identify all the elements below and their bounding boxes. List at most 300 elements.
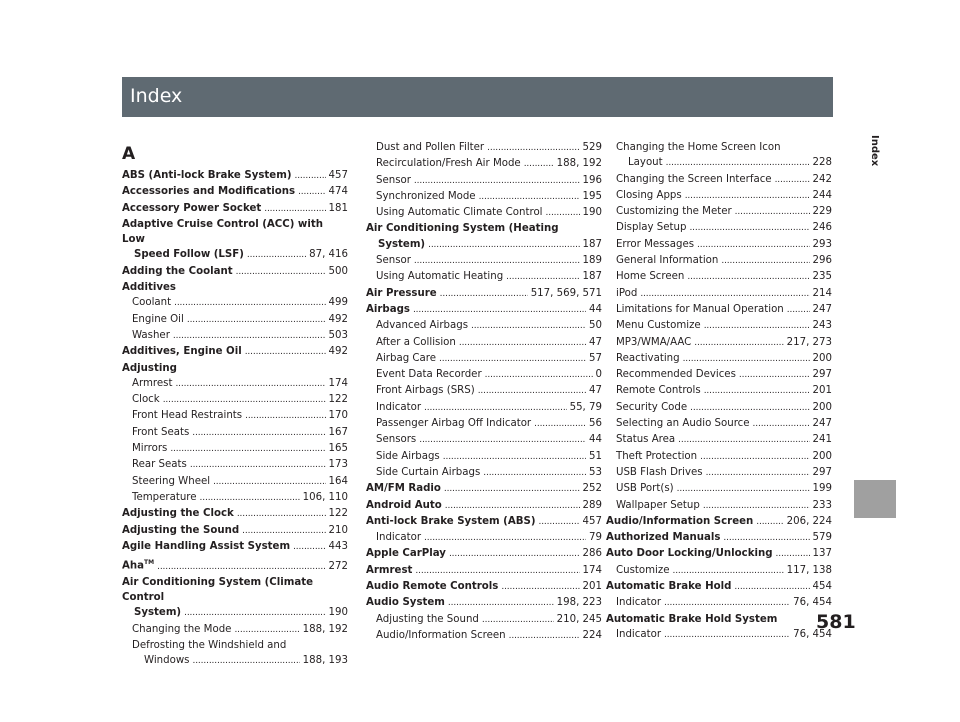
index-entry[interactable] xyxy=(606,253,832,269)
page-reference[interactable]: 214 xyxy=(812,287,832,299)
page-reference[interactable]: 187 xyxy=(582,238,602,250)
page-reference[interactable]: 201 xyxy=(812,385,832,397)
page-reference[interactable]: 243 xyxy=(812,320,832,332)
page-reference[interactable]: 517, 569, 571 xyxy=(530,287,602,299)
page-reference[interactable]: 457 xyxy=(328,170,348,181)
page-reference[interactable]: 189 xyxy=(582,255,602,267)
entry-term-text: Adjusting the Sound xyxy=(122,524,240,536)
entry-term-text: Android Auto xyxy=(366,499,442,511)
dot-leader xyxy=(664,627,790,643)
entry-term xyxy=(376,465,480,480)
index-entry[interactable] xyxy=(606,302,832,318)
entry-term xyxy=(606,530,720,545)
index-entry[interactable] xyxy=(606,188,832,204)
entry-term-text: Passenger Airbag Off Indicator xyxy=(376,418,532,430)
index-entry[interactable] xyxy=(606,351,832,367)
page-reference[interactable]: 499 xyxy=(328,297,348,309)
page-reference[interactable]: 164 xyxy=(328,475,348,487)
page-reference[interactable]: 106, 110 xyxy=(302,491,348,503)
dot-leader xyxy=(236,264,326,280)
index-entry[interactable] xyxy=(122,344,348,360)
dot-leader xyxy=(697,237,810,253)
dot-leader xyxy=(247,247,306,263)
index-heading[interactable] xyxy=(366,221,602,236)
entry-term-text: Accessories and Modifications xyxy=(122,186,296,198)
index-heading[interactable] xyxy=(122,638,348,653)
index-entry[interactable] xyxy=(366,302,602,318)
page-reference[interactable]: 242 xyxy=(812,173,832,185)
page-reference[interactable]: 297 xyxy=(812,466,832,478)
dot-leader xyxy=(640,286,809,302)
page-reference[interactable]: 492 xyxy=(328,313,348,325)
entry-term-text: Temperature xyxy=(132,491,197,503)
entry-term xyxy=(122,184,295,199)
entry-term-text: Coolant xyxy=(132,297,172,309)
page-reference[interactable]: 198, 223 xyxy=(556,597,602,609)
index-entry[interactable] xyxy=(606,286,832,302)
index-entry[interactable] xyxy=(122,506,348,522)
entry-term xyxy=(616,416,750,431)
entry-term-text: Airbags xyxy=(366,303,410,315)
entry-term xyxy=(122,506,234,521)
entry-term-text: Layout xyxy=(628,157,663,169)
page-reference[interactable]: 196 xyxy=(582,174,602,186)
entry-term-text: Indicator xyxy=(376,532,422,544)
index-entry[interactable] xyxy=(366,563,602,579)
entry-term xyxy=(132,425,189,440)
index-heading[interactable] xyxy=(606,140,832,155)
index-entry[interactable] xyxy=(366,595,602,611)
page-reference[interactable]: 190 xyxy=(582,207,602,219)
entry-term-text: Automatic Brake Hold xyxy=(606,581,732,593)
entry-term xyxy=(606,514,753,529)
entry-term xyxy=(376,383,475,398)
index-entry[interactable] xyxy=(366,530,602,546)
index-entry[interactable] xyxy=(122,168,348,184)
page-reference[interactable]: 201 xyxy=(582,581,602,593)
dot-leader xyxy=(439,351,586,367)
dot-leader xyxy=(445,498,580,514)
entry-term xyxy=(366,514,535,529)
entry-term xyxy=(616,286,637,301)
index-entry[interactable] xyxy=(366,335,602,351)
entry-term-text: Engine Oil xyxy=(132,313,184,325)
dot-leader xyxy=(234,622,299,638)
dot-leader xyxy=(666,155,810,171)
entry-term xyxy=(376,335,456,350)
index-entry[interactable] xyxy=(122,457,348,473)
index-entry[interactable] xyxy=(606,514,832,530)
index-entry[interactable] xyxy=(366,140,602,156)
page-reference[interactable]: 50 xyxy=(589,320,602,332)
dot-leader xyxy=(174,295,325,311)
dot-leader xyxy=(739,367,810,383)
index-entry[interactable] xyxy=(606,220,832,236)
index-entry[interactable] xyxy=(366,481,602,497)
index-heading[interactable] xyxy=(122,361,348,376)
page-reference[interactable]: 188, 192 xyxy=(556,158,602,170)
entry-term-text: Armrest xyxy=(366,564,413,576)
entry-term xyxy=(132,441,167,456)
index-entry[interactable] xyxy=(366,156,602,172)
entry-term xyxy=(616,351,680,366)
index-entry[interactable] xyxy=(366,367,602,383)
page-reference[interactable]: 44 xyxy=(589,434,602,446)
dot-leader xyxy=(237,506,326,522)
dot-leader xyxy=(298,184,325,200)
page-reference[interactable]: 51 xyxy=(589,450,602,462)
page-reference[interactable]: 44 xyxy=(589,303,602,315)
page-reference[interactable]: 47 xyxy=(589,385,602,397)
dot-leader xyxy=(175,376,325,392)
index-entry[interactable] xyxy=(122,425,348,441)
entry-term xyxy=(132,622,231,637)
page-reference[interactable]: 296 xyxy=(812,255,832,267)
page-reference[interactable]: 579 xyxy=(812,532,832,544)
index-entry[interactable] xyxy=(122,622,348,638)
page-reference[interactable]: 170 xyxy=(328,410,348,422)
index-entry[interactable] xyxy=(366,351,602,367)
page-reference[interactable]: 200 xyxy=(812,352,832,364)
entry-term xyxy=(132,392,160,407)
index-entry[interactable] xyxy=(366,237,602,253)
index-entry[interactable] xyxy=(122,490,348,506)
entry-term xyxy=(616,335,691,350)
dot-leader xyxy=(524,156,554,172)
entry-term-text: Side Curtain Airbags xyxy=(376,466,481,478)
page-reference[interactable]: 174 xyxy=(328,377,348,389)
page-reference[interactable]: 56 xyxy=(589,418,602,430)
entry-term-text: Recirculation/Fresh Air Mode xyxy=(376,158,521,170)
index-entry[interactable] xyxy=(366,318,602,334)
page-reference[interactable]: 173 xyxy=(328,459,348,471)
entry-term xyxy=(616,204,732,219)
index-entry[interactable] xyxy=(606,465,832,481)
page-reference[interactable]: 76, 454 xyxy=(793,628,832,640)
index-entry[interactable] xyxy=(606,563,832,579)
entry-term xyxy=(144,653,189,668)
entry-term-text: Audio Remote Controls xyxy=(366,581,499,593)
index-entry[interactable] xyxy=(606,400,832,416)
entry-term xyxy=(122,539,290,554)
dot-leader xyxy=(242,523,325,539)
entry-term xyxy=(122,523,239,538)
entry-term xyxy=(122,555,154,574)
entry-term xyxy=(616,172,772,187)
index-entry[interactable] xyxy=(606,530,832,546)
entry-term xyxy=(122,168,291,183)
entry-term xyxy=(134,247,244,262)
page-reference[interactable]: 53 xyxy=(589,466,602,478)
index-entry[interactable] xyxy=(122,312,348,328)
entry-term-text: Changing the Mode xyxy=(132,623,232,635)
dot-leader xyxy=(753,416,810,432)
page-reference[interactable]: 500 xyxy=(328,265,348,277)
page-reference[interactable]: 474 xyxy=(328,186,348,198)
dot-leader xyxy=(440,286,528,302)
dot-leader xyxy=(534,416,586,432)
page-reference[interactable]: 233 xyxy=(812,499,832,511)
index-entry[interactable] xyxy=(366,269,602,285)
entry-term xyxy=(606,579,731,594)
dot-leader xyxy=(721,253,809,269)
dot-leader xyxy=(245,344,326,360)
index-entry[interactable] xyxy=(366,400,602,416)
index-entry[interactable] xyxy=(122,264,348,280)
index-entry[interactable] xyxy=(122,201,348,217)
page-reference[interactable]: 244 xyxy=(812,189,832,201)
page-reference[interactable]: 229 xyxy=(812,206,832,218)
page-reference[interactable]: 195 xyxy=(582,190,602,202)
entry-term-text: Adjusting the Clock xyxy=(122,508,234,520)
page-reference[interactable]: 217, 273 xyxy=(786,336,832,348)
page-reference[interactable]: 57 xyxy=(589,352,602,364)
index-entry[interactable] xyxy=(122,523,348,539)
index-entry[interactable] xyxy=(366,579,602,595)
page-reference[interactable]: 247 xyxy=(812,418,832,430)
entry-term xyxy=(366,579,498,594)
dot-leader xyxy=(704,383,810,399)
entry-term-text: Indicator xyxy=(616,628,662,640)
entry-term-text: Error Messages xyxy=(616,238,695,250)
page-reference[interactable]: 210 xyxy=(328,524,348,536)
page-reference[interactable]: 457 xyxy=(582,515,602,527)
index-entry[interactable] xyxy=(366,498,602,514)
index-entry[interactable] xyxy=(122,184,348,200)
entry-term xyxy=(616,498,700,513)
page-reference[interactable]: 246 xyxy=(812,222,832,234)
entry-term xyxy=(376,400,421,415)
index-entry[interactable] xyxy=(366,189,602,205)
index-entry[interactable] xyxy=(606,546,832,562)
entry-term xyxy=(616,383,701,398)
index-entry[interactable] xyxy=(606,481,832,497)
page-reference[interactable]: 224 xyxy=(582,629,602,641)
entry-term-text: Advanced Airbags xyxy=(376,320,469,332)
page-reference[interactable]: 199 xyxy=(812,483,832,495)
page-reference[interactable]: 190 xyxy=(328,607,348,619)
index-entry[interactable] xyxy=(122,555,348,575)
entry-term-text: Air Pressure xyxy=(366,287,437,299)
entry-term-text: Front Airbags (SRS) xyxy=(376,385,475,397)
index-entry[interactable] xyxy=(366,205,602,221)
index-entry[interactable] xyxy=(366,612,602,628)
page-reference[interactable]: 122 xyxy=(328,394,348,406)
entry-term-text: Using Automatic Climate Control xyxy=(376,207,543,219)
dot-leader xyxy=(200,490,300,506)
index-entry[interactable] xyxy=(122,474,348,490)
entry-term-text: AM/FM Radio xyxy=(366,483,441,495)
index-entry[interactable] xyxy=(606,579,832,595)
entry-term xyxy=(366,563,412,578)
page-reference[interactable]: 122 xyxy=(328,508,348,520)
page-reference[interactable]: 0 xyxy=(595,369,602,381)
index-entry[interactable] xyxy=(606,335,832,351)
entry-term-text: Wallpaper Setup xyxy=(616,499,700,511)
index-entry[interactable] xyxy=(606,498,832,514)
page-reference[interactable]: 443 xyxy=(328,540,348,552)
index-entry[interactable] xyxy=(122,653,348,669)
entry-term-text: Apple CarPlay xyxy=(366,548,446,560)
dot-leader xyxy=(213,474,325,490)
page-reference[interactable]: 206, 224 xyxy=(786,515,832,527)
index-entry[interactable] xyxy=(606,595,832,611)
entry-term-text: Security Code xyxy=(616,401,688,413)
page-reference[interactable]: 228 xyxy=(812,157,832,169)
dot-leader xyxy=(685,188,810,204)
index-entry[interactable] xyxy=(606,269,832,285)
page-reference[interactable]: 200 xyxy=(812,450,832,462)
index-entry[interactable] xyxy=(606,432,832,448)
index-entry[interactable] xyxy=(122,605,348,621)
page-reference[interactable]: 247 xyxy=(812,303,832,315)
index-heading[interactable] xyxy=(606,612,832,627)
page-reference[interactable]: 181 xyxy=(328,202,348,214)
dot-leader xyxy=(419,432,586,448)
page-title: Index xyxy=(130,85,183,107)
index-entry[interactable] xyxy=(606,318,832,334)
index-entry[interactable] xyxy=(606,416,832,432)
entry-term xyxy=(616,253,718,268)
entry-term: Additives xyxy=(122,282,176,294)
entry-term xyxy=(616,449,697,464)
page-reference[interactable]: 137 xyxy=(812,548,832,560)
index-entry[interactable] xyxy=(366,514,602,530)
index-entry[interactable] xyxy=(606,237,832,253)
index-entry[interactable] xyxy=(122,247,348,263)
entry-term-text: Clock xyxy=(132,394,160,406)
entry-term xyxy=(376,612,479,627)
entry-term xyxy=(376,173,411,188)
index-heading[interactable] xyxy=(122,280,348,295)
entry-term-text: iPod xyxy=(616,287,638,299)
index-entry[interactable] xyxy=(606,204,832,220)
dot-leader xyxy=(293,539,325,555)
side-tab-label: Index xyxy=(869,135,880,167)
page-reference[interactable]: 210, 245 xyxy=(556,613,602,625)
entry-term xyxy=(132,474,210,489)
page-reference[interactable]: 87, 416 xyxy=(309,249,348,261)
index-entry[interactable] xyxy=(606,172,832,188)
page-reference[interactable]: 174 xyxy=(582,564,602,576)
index-entry[interactable] xyxy=(122,376,348,392)
dot-leader xyxy=(483,465,586,481)
page-reference[interactable]: 297 xyxy=(812,369,832,381)
entries-list xyxy=(366,140,602,644)
section-letter: A xyxy=(122,144,136,164)
dot-leader xyxy=(538,514,579,530)
dot-leader xyxy=(506,269,579,285)
entry-term-text: Washer xyxy=(132,329,170,341)
index-entry[interactable] xyxy=(122,539,348,555)
index-entry[interactable] xyxy=(122,441,348,457)
trademark-mark: TM xyxy=(144,559,155,567)
page-reference[interactable]: 241 xyxy=(812,434,832,446)
entry-term xyxy=(132,328,170,343)
page-reference[interactable]: 165 xyxy=(328,443,348,455)
index-entry[interactable] xyxy=(122,408,348,424)
page-reference[interactable]: 47 xyxy=(589,336,602,348)
entry-term xyxy=(616,318,701,333)
entry-term xyxy=(616,627,661,642)
page-reference[interactable]: 492 xyxy=(328,346,348,358)
entry-term-text: Indicator xyxy=(616,597,662,609)
page-reference[interactable]: 79 xyxy=(589,532,602,544)
dot-leader xyxy=(424,400,567,416)
index-entry[interactable] xyxy=(606,383,832,399)
index-entry[interactable] xyxy=(366,253,602,269)
entry-term xyxy=(616,220,686,235)
page-reference[interactable]: 55, 79 xyxy=(569,401,602,413)
index-entry[interactable] xyxy=(606,367,832,383)
page-reference[interactable]: 188, 193 xyxy=(302,655,348,667)
page-reference[interactable]: 286 xyxy=(582,548,602,560)
page-reference[interactable]: 188, 192 xyxy=(302,623,348,635)
page-reference[interactable]: 272 xyxy=(328,560,348,572)
entry-term xyxy=(376,530,421,545)
dot-leader xyxy=(184,605,325,621)
page-reference[interactable]: 503 xyxy=(328,329,348,341)
index-entry[interactable] xyxy=(366,449,602,465)
entry-term xyxy=(376,432,416,447)
page-reference[interactable]: 117, 138 xyxy=(786,564,832,576)
entry-term xyxy=(376,367,482,382)
index-entry[interactable] xyxy=(606,155,832,171)
index-entry[interactable] xyxy=(366,173,602,189)
index-column-3 xyxy=(606,140,832,643)
page-reference[interactable]: 293 xyxy=(812,238,832,250)
page-reference[interactable]: 252 xyxy=(582,483,602,495)
entry-term xyxy=(376,189,476,204)
page-reference[interactable]: 167 xyxy=(328,426,348,438)
entry-term xyxy=(616,237,694,252)
index-heading[interactable] xyxy=(122,575,348,606)
index-entry[interactable] xyxy=(122,295,348,311)
page-reference[interactable]: 76, 454 xyxy=(793,597,832,609)
entries-list xyxy=(606,140,832,643)
index-entry[interactable] xyxy=(366,286,602,302)
dot-leader xyxy=(428,237,579,253)
entry-term-text: Selecting an Audio Source xyxy=(616,418,750,430)
dot-leader xyxy=(677,481,810,497)
index-entry[interactable] xyxy=(366,432,602,448)
dot-leader xyxy=(449,546,580,562)
index-entry[interactable] xyxy=(366,546,602,562)
entry-term xyxy=(616,481,674,496)
index-entry[interactable] xyxy=(122,392,348,408)
index-entry[interactable] xyxy=(366,416,602,432)
dot-leader xyxy=(776,546,810,562)
index-entry[interactable] xyxy=(366,383,602,399)
index-entry[interactable] xyxy=(366,465,602,481)
entry-term xyxy=(376,449,440,464)
entry-term xyxy=(132,408,242,423)
page-reference[interactable]: 454 xyxy=(812,581,832,593)
page-reference[interactable]: 289 xyxy=(582,499,602,511)
index-entry[interactable] xyxy=(122,328,348,344)
index-heading[interactable] xyxy=(122,217,348,248)
index-entry[interactable] xyxy=(366,628,602,644)
entry-term-text: Authorized Manuals xyxy=(606,532,721,544)
entries-list xyxy=(122,168,348,670)
index-entry[interactable] xyxy=(606,449,832,465)
page-reference[interactable]: 529 xyxy=(582,142,602,153)
index-entry[interactable] xyxy=(606,627,832,643)
entry-term xyxy=(376,156,521,171)
page-reference[interactable]: 200 xyxy=(812,401,832,413)
page-reference[interactable]: 235 xyxy=(812,271,832,283)
page-reference[interactable]: 187 xyxy=(582,271,602,283)
